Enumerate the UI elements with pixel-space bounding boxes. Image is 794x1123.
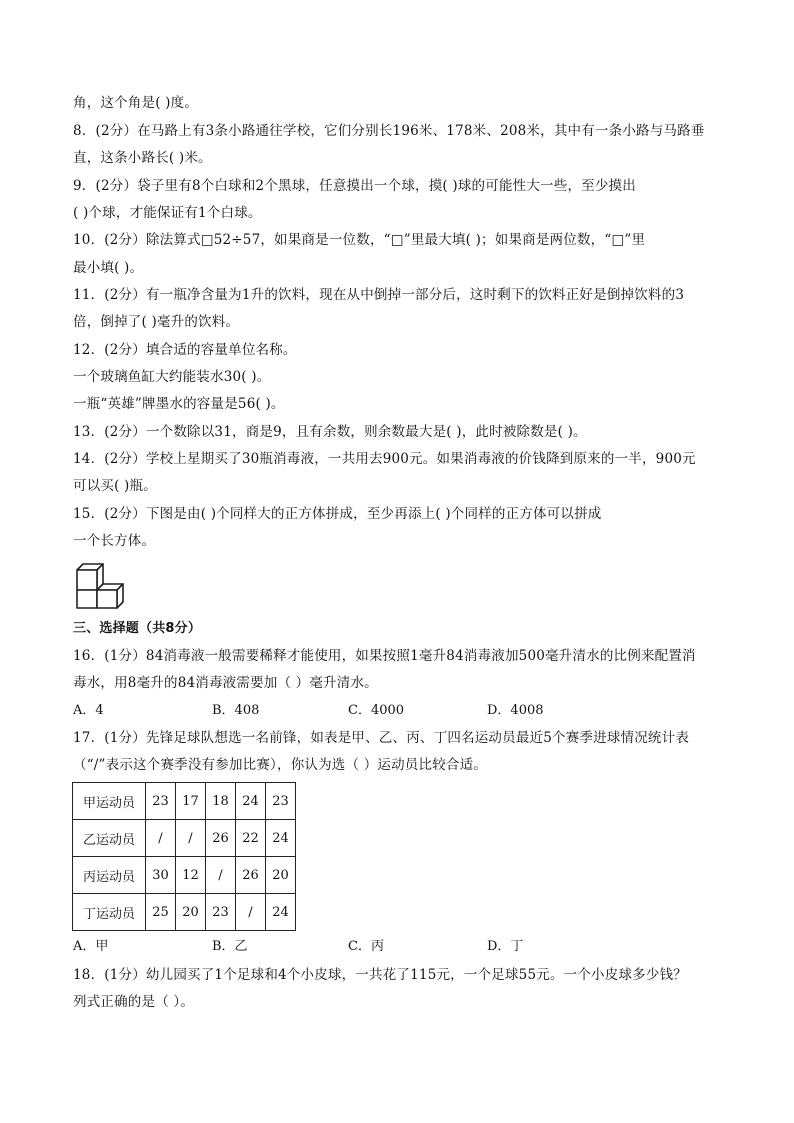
- question-18-line-2: 列式正确的是（ ）。: [73, 994, 195, 1010]
- option-d[interactable]: D．丁: [487, 939, 524, 954]
- table-cell: 24: [236, 783, 266, 820]
- table-cell: /: [236, 894, 266, 931]
- table-cell: 丁运动员: [73, 894, 146, 931]
- table-cell: 23: [146, 783, 176, 820]
- cube-front-face: [77, 570, 97, 590]
- question-18-line-1: 18．(1分）幼儿园买了1个足球和4个小皮球，一共花了115元，一个足球55元。一个小皮球多少钱？: [73, 967, 687, 983]
- table-cell: 12: [176, 857, 206, 894]
- player-stats-table: [72, 782, 296, 931]
- question-12-line-3: 一瓶“英雄”牌墨水的容量是56( )。: [73, 396, 285, 412]
- question-15-line-1: 15．(2分）下图是由( )个同样大的正方体拼成，至少再添上( )个同样的正方体可以拼成: [73, 506, 602, 522]
- question-13: 13．(2分）一个数除以31，商是9，且有余数，则余数最大是( )，此时被除数是( )。: [73, 424, 587, 440]
- table-cell: 甲运动员: [73, 783, 146, 820]
- question-9-line-1: 9．(2分）袋子里有8个白球和2个黑球，任意摸出一个球，摸( )球的可能性大一些，至少摸出: [73, 178, 636, 194]
- table-cell: 26: [236, 857, 266, 894]
- question-12-line-1: 12．(2分）填合适的容量单位名称。: [73, 342, 297, 358]
- table-cell: 26: [206, 820, 236, 857]
- question-10-line-2: 最小填( )。: [73, 260, 144, 276]
- question-16-line-2: 毒水，用8毫升的84消毒液需要加（ ）毫升清水。: [73, 675, 378, 691]
- table-cell: /: [206, 857, 236, 894]
- table-cell: 20: [266, 857, 296, 894]
- table-cell: 23: [266, 783, 296, 820]
- question-8-line-2: 直，这条小路长( )米。: [73, 150, 212, 166]
- option-c[interactable]: C．4000: [348, 703, 405, 718]
- table-cell: 丙运动员: [73, 857, 146, 894]
- question-14-line-2: 可以买( )瓶。: [73, 478, 157, 494]
- cube-front-face: [77, 590, 97, 608]
- option-c[interactable]: C．丙: [348, 939, 384, 954]
- table-row: [73, 857, 296, 894]
- option-a[interactable]: A．甲: [73, 939, 109, 954]
- section-3-heading: 三、选择题（共8分）: [73, 621, 202, 636]
- question-14-line-1: 14．(2分）学校上星期买了30瓶消毒液，一共用去900元。如果消毒液的价钱降到原来的一半，900元: [73, 451, 696, 467]
- option-b[interactable]: B．乙: [212, 939, 248, 954]
- cube-front-face: [97, 590, 117, 608]
- question-10-line-1: 10．(2分）除法算式□52÷57，如果商是一位数，“□”里最大填( )；如果商是两位数，“□”里: [73, 232, 646, 248]
- table-cell: /: [176, 820, 206, 857]
- question-15-line-2: 一个长方体。: [73, 533, 156, 549]
- table-cell: 30: [146, 857, 176, 894]
- cube-figure: [75, 562, 127, 610]
- question-17-line-2: （“/”表示这个赛季没有参加比赛），你认为选（ ）运动员比较合适。: [73, 757, 487, 773]
- table-cell: 25: [146, 894, 176, 931]
- question-8-line-1: 8．(2分）在马路上有3条小路通往学校，它们分别长196米、178米、208米，其中有一条小路与马路垂: [73, 123, 705, 139]
- question-11-line-2: 倍，倒掉了( )毫升的饮料。: [73, 314, 240, 330]
- question-11-line-1: 11．(2分）有一瓶净含量为1升的饮料，现在从中倒掉一部分后，这时剩下的饮料正好是倒掉饮料的3: [73, 287, 685, 303]
- question-7-continuation: 角，这个角是( )度。: [73, 95, 199, 111]
- question-16-line-1: 16．(1分）84消毒液一般需要稀释才能使用，如果按照1毫升84消毒液加500毫升清水的比例来配置消: [73, 648, 696, 664]
- table-cell: 乙运动员: [73, 820, 146, 857]
- table-cell: 23: [206, 894, 236, 931]
- table-cell: 24: [266, 820, 296, 857]
- table-cell: 18: [206, 783, 236, 820]
- table-cell: 24: [266, 894, 296, 931]
- option-d[interactable]: D．4008: [487, 703, 544, 718]
- table-cell: 17: [176, 783, 206, 820]
- question-17-line-1: 17．(1分）先锋足球队想选一名前锋，如表是甲、乙、丙、丁四名运动员最近5个赛季进球情况统计表: [73, 730, 690, 746]
- table-cell: /: [146, 820, 176, 857]
- question-12-line-2: 一个玻璃鱼缸大约能装水30( )。: [73, 369, 271, 385]
- table-cell: 22: [236, 820, 266, 857]
- table-cell: 20: [176, 894, 206, 931]
- option-b[interactable]: B．408: [212, 703, 260, 718]
- table-row: [73, 783, 296, 820]
- option-a[interactable]: A．4: [73, 703, 104, 718]
- question-9-line-2: ( )个球，才能保证有1个白球。: [73, 205, 262, 221]
- table-row: [73, 894, 296, 931]
- table-row: [73, 820, 296, 857]
